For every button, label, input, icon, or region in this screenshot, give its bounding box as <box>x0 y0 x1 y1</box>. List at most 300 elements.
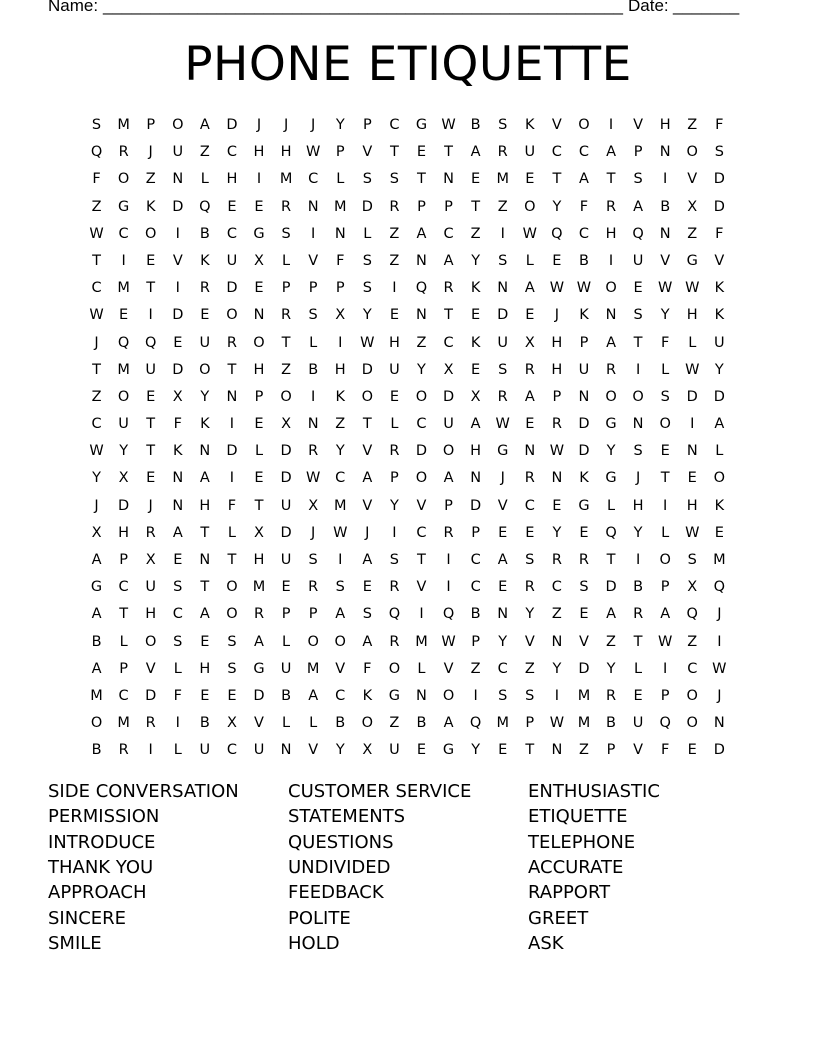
grid-letter: U <box>632 715 644 732</box>
grid-letter: N <box>605 307 617 324</box>
grid-letter: B <box>281 687 292 704</box>
grid-letter: Z <box>524 660 535 677</box>
grid-letter: H <box>199 660 211 677</box>
grid-letter: S <box>633 307 643 324</box>
grid-letter: W <box>685 524 700 541</box>
grid-letter: E <box>714 524 724 541</box>
grid-letter: Y <box>335 117 345 133</box>
grid-letter: E <box>525 524 535 541</box>
grid-letter: Z <box>389 225 400 242</box>
grid-letter: W <box>89 225 104 242</box>
grid-letter: E <box>362 579 372 596</box>
date-blank: _______ <box>673 0 740 15</box>
grid-letter: E <box>471 307 481 324</box>
word-list-item: ASK <box>528 932 564 954</box>
grid-letter: O <box>442 687 455 704</box>
grid-letter: A <box>362 552 373 568</box>
grid-letter: L <box>173 742 182 759</box>
grid-letter: E <box>254 198 264 215</box>
grid-row <box>83 166 733 193</box>
grid-letter: A <box>443 715 454 732</box>
grid-letter: C <box>91 416 102 433</box>
grid-letter: A <box>91 552 102 568</box>
grid-letter: Y <box>362 307 372 324</box>
grid-letter: K <box>362 687 373 704</box>
grid-letter: Z <box>687 117 698 133</box>
grid-letter: R <box>118 742 129 759</box>
grid-letter: R <box>308 579 319 596</box>
grid-letter: C <box>118 225 129 242</box>
grid-letter: N <box>497 280 509 297</box>
grid-letter: N <box>172 171 184 188</box>
grid-letter: R <box>551 416 562 433</box>
grid-letter: O <box>280 388 292 405</box>
grid-letter: Z <box>470 225 481 242</box>
grid-letter: Z <box>497 198 508 215</box>
grid-letter: U <box>280 660 292 677</box>
grid-letter: X <box>226 715 237 732</box>
grid-letter: I <box>663 660 668 677</box>
grid-letter: Q <box>117 334 130 351</box>
grid-letter: T <box>146 280 156 297</box>
grid-letter: E <box>552 497 562 514</box>
grid-letter: F <box>227 497 237 514</box>
grid-letter: C <box>91 280 102 297</box>
grid-letter: Y <box>119 443 129 460</box>
grid-letter: U <box>253 742 265 759</box>
grid-letter: U <box>443 416 454 433</box>
grid-letter: S <box>227 633 237 650</box>
grid-letter: Q <box>632 225 644 242</box>
grid-letter: W <box>576 280 592 297</box>
word-list-item: ETIQUETTE <box>528 806 628 828</box>
grid-letter: C <box>226 144 237 161</box>
grid-letter: Y <box>498 633 508 650</box>
word-list-item: FEEDBACK <box>288 882 384 904</box>
grid-letter: T <box>660 470 670 487</box>
grid-letter: U <box>280 552 292 568</box>
date-label: Date: <box>628 0 669 15</box>
grid-letter: E <box>687 470 697 487</box>
grid-letter: E <box>498 524 508 541</box>
word-list-item: APPROACH <box>48 882 147 904</box>
grid-letter: U <box>226 252 238 269</box>
grid-letter: O <box>415 388 428 405</box>
grid-letter: D <box>361 361 373 378</box>
grid-row <box>83 493 733 520</box>
grid-letter: S <box>498 687 508 704</box>
grid-letter: Y <box>660 307 670 324</box>
grid-letter: O <box>226 307 238 324</box>
grid-letter: X <box>524 334 535 351</box>
grid-letter: I <box>473 687 478 704</box>
grid-letter: V <box>362 144 373 161</box>
word-list-item: QUESTIONS <box>288 831 394 853</box>
grid-letter: N <box>659 144 671 161</box>
grid-letter: E <box>633 687 643 704</box>
grid-letter: T <box>525 742 535 759</box>
grid-letter: X <box>118 470 129 487</box>
grid-letter: O <box>659 416 671 433</box>
grid-letter: U <box>145 579 156 596</box>
grid-letter: X <box>172 388 183 405</box>
grid-letter: T <box>254 497 264 514</box>
grid-letter: C <box>416 416 427 433</box>
grid-letter: T <box>444 144 453 161</box>
grid-letter: G <box>686 252 698 269</box>
grid-letter: A <box>91 606 102 623</box>
grid-letter: U <box>632 252 644 269</box>
grid-letter: I <box>446 579 451 596</box>
grid-letter: H <box>226 171 238 188</box>
grid-letter: O <box>605 388 617 405</box>
grid-letter: K <box>470 334 481 351</box>
grid-letter: K <box>200 416 210 433</box>
grid-letter: O <box>686 687 698 704</box>
grid-row <box>83 275 733 302</box>
grid-letter: V <box>497 497 508 514</box>
grid-letter: T <box>281 334 291 351</box>
grid-letter: M <box>713 552 726 568</box>
grid-letter: J <box>148 144 153 161</box>
grid-letter: I <box>392 280 397 297</box>
grid-letter: F <box>579 198 589 215</box>
grid-letter: R <box>389 443 400 460</box>
grid-letter: T <box>92 361 101 378</box>
grid-letter: S <box>362 171 372 188</box>
word-list-item: ACCURATE <box>528 856 624 878</box>
grid-letter: K <box>525 117 535 133</box>
grid-letter: E <box>254 416 264 433</box>
grid-letter: D <box>226 443 238 460</box>
grid-letter: L <box>661 524 670 541</box>
grid-letter: O <box>361 388 374 405</box>
grid-letter: V <box>416 579 427 596</box>
grid-letter: E <box>227 687 237 704</box>
grid-letter: V <box>362 443 373 460</box>
grid-letter: L <box>254 443 264 460</box>
grid-letter: Z <box>91 198 102 215</box>
grid-letter: P <box>254 388 264 405</box>
grid-row <box>83 629 733 656</box>
grid-letter: J <box>311 117 316 133</box>
grid-letter: V <box>254 715 264 732</box>
grid-letter: E <box>200 687 210 704</box>
grid-letter: P <box>417 198 426 215</box>
word-list-item: ENTHUSIASTIC <box>528 781 660 802</box>
grid-letter: J <box>717 606 722 623</box>
grid-letter: E <box>146 252 156 269</box>
grid-letter: P <box>281 280 291 297</box>
grid-letter: G <box>388 687 401 704</box>
grid-letter: R <box>389 579 400 596</box>
grid-letter: D <box>713 198 725 215</box>
grid-letter: T <box>92 252 101 269</box>
grid-letter: R <box>389 198 400 215</box>
grid-letter: W <box>305 144 321 161</box>
grid-letter: T <box>362 416 372 433</box>
grid-letter: R <box>118 144 129 161</box>
grid-letter: A <box>362 633 373 650</box>
grid-letter: G <box>415 117 428 133</box>
grid-letter: L <box>606 497 616 514</box>
grid-letter: E <box>389 388 399 405</box>
grid-letter: R <box>281 198 292 215</box>
grid-letter: L <box>119 633 128 650</box>
grid-letter: H <box>253 144 265 161</box>
grid-letter: L <box>634 660 643 677</box>
grid-letter: E <box>173 552 183 568</box>
grid-letter: U <box>199 334 211 351</box>
grid-letter: L <box>282 715 291 732</box>
grid-row <box>83 547 733 574</box>
grid-letter: R <box>497 144 508 161</box>
grid-letter: L <box>309 334 318 351</box>
grid-letter: T <box>552 171 562 188</box>
grid-letter: C <box>578 144 589 161</box>
grid-letter: Y <box>525 606 535 623</box>
grid-letter: C <box>497 660 508 677</box>
grid-letter: L <box>282 633 291 650</box>
grid-letter: P <box>146 117 156 133</box>
grid-letter: I <box>148 307 153 324</box>
grid-letter: U <box>118 416 129 433</box>
grid-letter: D <box>578 660 590 677</box>
grid-row <box>83 465 733 492</box>
grid-letter: V <box>633 117 644 133</box>
grid-letter: E <box>498 742 508 759</box>
grid-letter: P <box>471 524 480 541</box>
page-title: PHONE ETIQUETTE <box>184 37 632 92</box>
grid-letter: R <box>199 280 210 297</box>
grid-letter: I <box>256 171 262 188</box>
grid-letter: S <box>308 552 318 568</box>
grid-letter: O <box>199 361 211 378</box>
grid-letter: W <box>305 470 321 487</box>
grid-letter: B <box>606 715 616 732</box>
grid-letter: R <box>605 687 617 704</box>
grid-letter: N <box>416 307 427 324</box>
grid-letter: S <box>579 579 589 596</box>
grid-letter: W <box>495 416 510 433</box>
grid-letter: C <box>335 470 346 487</box>
grid-row <box>83 656 733 683</box>
grid-letter: E <box>525 171 535 188</box>
grid-row <box>83 330 733 357</box>
grid-letter: U <box>172 144 184 161</box>
grid-letter: S <box>633 443 643 460</box>
grid-letter: A <box>254 633 264 650</box>
grid-letter: N <box>551 742 563 759</box>
grid-letter: M <box>577 715 591 732</box>
grid-letter: Y <box>606 660 616 677</box>
grid-letter: O <box>117 388 130 405</box>
grid-letter: T <box>417 552 426 568</box>
grid-letter: I <box>175 715 180 732</box>
word-list-item: CUSTOMER SERVICE <box>288 781 472 802</box>
grid-letter: K <box>145 198 156 215</box>
grid-letter: N <box>497 606 509 623</box>
grid-letter: O <box>334 633 346 650</box>
grid-letter: D <box>226 280 238 297</box>
grid-letter: V <box>578 633 589 650</box>
grid-row <box>83 737 733 764</box>
grid-letter: G <box>253 225 265 242</box>
grid-letter: J <box>256 117 262 133</box>
grid-letter: Q <box>605 524 617 541</box>
grid-letter: F <box>92 171 101 188</box>
grid-letter: H <box>632 497 644 514</box>
grid-letter: T <box>633 633 643 650</box>
grid-letter: A <box>362 470 373 487</box>
grid-letter: O <box>144 225 157 242</box>
grid-letter: A <box>172 524 183 541</box>
grid-letter: B <box>335 715 346 732</box>
grid-letter: W <box>712 660 727 677</box>
grid-letter: S <box>362 280 372 297</box>
grid-letter: U <box>199 742 211 759</box>
grid-letter: B <box>308 361 319 378</box>
grid-letter: V <box>633 742 644 759</box>
grid-letter: J <box>635 470 641 487</box>
grid-letter: M <box>306 660 320 677</box>
grid-letter: Z <box>687 633 698 650</box>
grid-letter: J <box>500 470 505 487</box>
word-list-item: UNDIVIDED <box>288 856 391 878</box>
grid-letter: F <box>363 660 372 677</box>
grid-row <box>83 302 733 329</box>
grid-row <box>83 438 733 465</box>
grid-letter: Q <box>686 606 698 623</box>
grid-letter: K <box>173 443 183 460</box>
grid-letter: Z <box>281 361 292 378</box>
grid-letter: A <box>335 606 346 623</box>
grid-letter: D <box>361 198 373 215</box>
grid-letter: O <box>415 470 428 487</box>
grid-letter: C <box>687 660 698 677</box>
grid-letter: T <box>471 198 481 215</box>
grid-letter: H <box>388 334 400 351</box>
grid-letter: R <box>633 606 644 623</box>
grid-letter: W <box>685 361 700 378</box>
grid-letter: V <box>335 660 346 677</box>
grid-letter: L <box>417 660 426 677</box>
grid-letter: I <box>554 687 559 704</box>
grid-letter: F <box>715 225 724 242</box>
grid-letter: M <box>117 361 130 378</box>
grid-letter: D <box>226 117 238 133</box>
grid-letter: C <box>551 144 562 161</box>
grid-letter: N <box>226 388 238 405</box>
grid-letter: W <box>441 117 456 133</box>
grid-letter: H <box>551 361 563 378</box>
grid-letter: V <box>524 633 535 650</box>
grid-letter: E <box>146 470 156 487</box>
grid-letter: O <box>713 470 726 487</box>
grid-letter: E <box>660 443 670 460</box>
grid-letter: T <box>417 171 426 188</box>
grid-letter: U <box>389 742 400 759</box>
grid-letter: I <box>635 361 641 378</box>
grid-letter: N <box>199 443 211 460</box>
grid-letter: E <box>254 470 264 487</box>
grid-letter: F <box>661 742 670 759</box>
word-list-item: HOLD <box>288 932 340 954</box>
grid-letter: E <box>552 252 562 269</box>
grid-letter: Z <box>389 252 400 269</box>
grid-letter: A <box>524 388 535 405</box>
grid-letter: A <box>497 552 508 568</box>
grid-letter: W <box>333 524 348 541</box>
grid-letter: M <box>333 198 347 215</box>
grid-letter: F <box>173 416 182 433</box>
grid-letter: N <box>632 416 644 433</box>
word-list-item: SMILE <box>48 932 102 954</box>
grid-letter: C <box>226 742 237 759</box>
grid-letter: E <box>471 171 481 188</box>
grid-letter: A <box>91 660 102 677</box>
grid-letter: I <box>663 497 668 514</box>
grid-letter: P <box>119 552 128 568</box>
grid-letter: A <box>443 252 454 269</box>
grid-letter: M <box>117 280 130 297</box>
grid-letter: D <box>145 687 157 704</box>
grid-letter: X <box>687 198 698 215</box>
grid-letter: P <box>335 280 345 297</box>
grid-letter: K <box>714 307 725 324</box>
grid-letter: O <box>632 388 644 405</box>
grid-letter: P <box>633 144 643 161</box>
grid-letter: G <box>90 579 103 596</box>
grid-letter: G <box>605 470 617 487</box>
grid-letter: P <box>552 388 562 405</box>
grid-letter: W <box>441 633 456 650</box>
grid-letter: A <box>714 416 725 433</box>
grid-letter: S <box>633 171 643 188</box>
grid-letter: V <box>714 252 725 269</box>
grid-letter: D <box>686 388 698 405</box>
name-label: Name: <box>48 0 99 15</box>
grid-letter: M <box>577 687 591 704</box>
grid-letter: V <box>660 252 671 269</box>
grid-letter: S <box>173 633 183 650</box>
grid-letter: I <box>229 416 235 433</box>
grid-letter: Z <box>416 334 427 351</box>
grid-letter: G <box>497 443 509 460</box>
grid-letter: G <box>578 497 590 514</box>
grid-letter: Y <box>389 497 399 514</box>
grid-letter: D <box>280 443 292 460</box>
grid-letter: S <box>362 606 372 623</box>
grid-letter: T <box>389 144 399 161</box>
grid-letter: Z <box>335 416 346 433</box>
grid-letter: E <box>254 280 264 297</box>
grid-row <box>83 601 733 628</box>
grid-letter: E <box>416 144 427 161</box>
grid-letter: N <box>280 742 292 759</box>
grid-letter: P <box>660 579 670 596</box>
grid-letter: B <box>660 198 671 215</box>
grid-letter: R <box>308 443 319 460</box>
grid-letter: O <box>578 117 590 133</box>
grid-row <box>83 710 733 737</box>
grid-letter: N <box>253 307 265 324</box>
grid-letter: I <box>419 606 424 623</box>
grid-letter: R <box>524 579 535 596</box>
grid-letter: M <box>496 171 509 188</box>
grid-letter: I <box>717 633 722 650</box>
grid-letter: V <box>362 497 373 514</box>
